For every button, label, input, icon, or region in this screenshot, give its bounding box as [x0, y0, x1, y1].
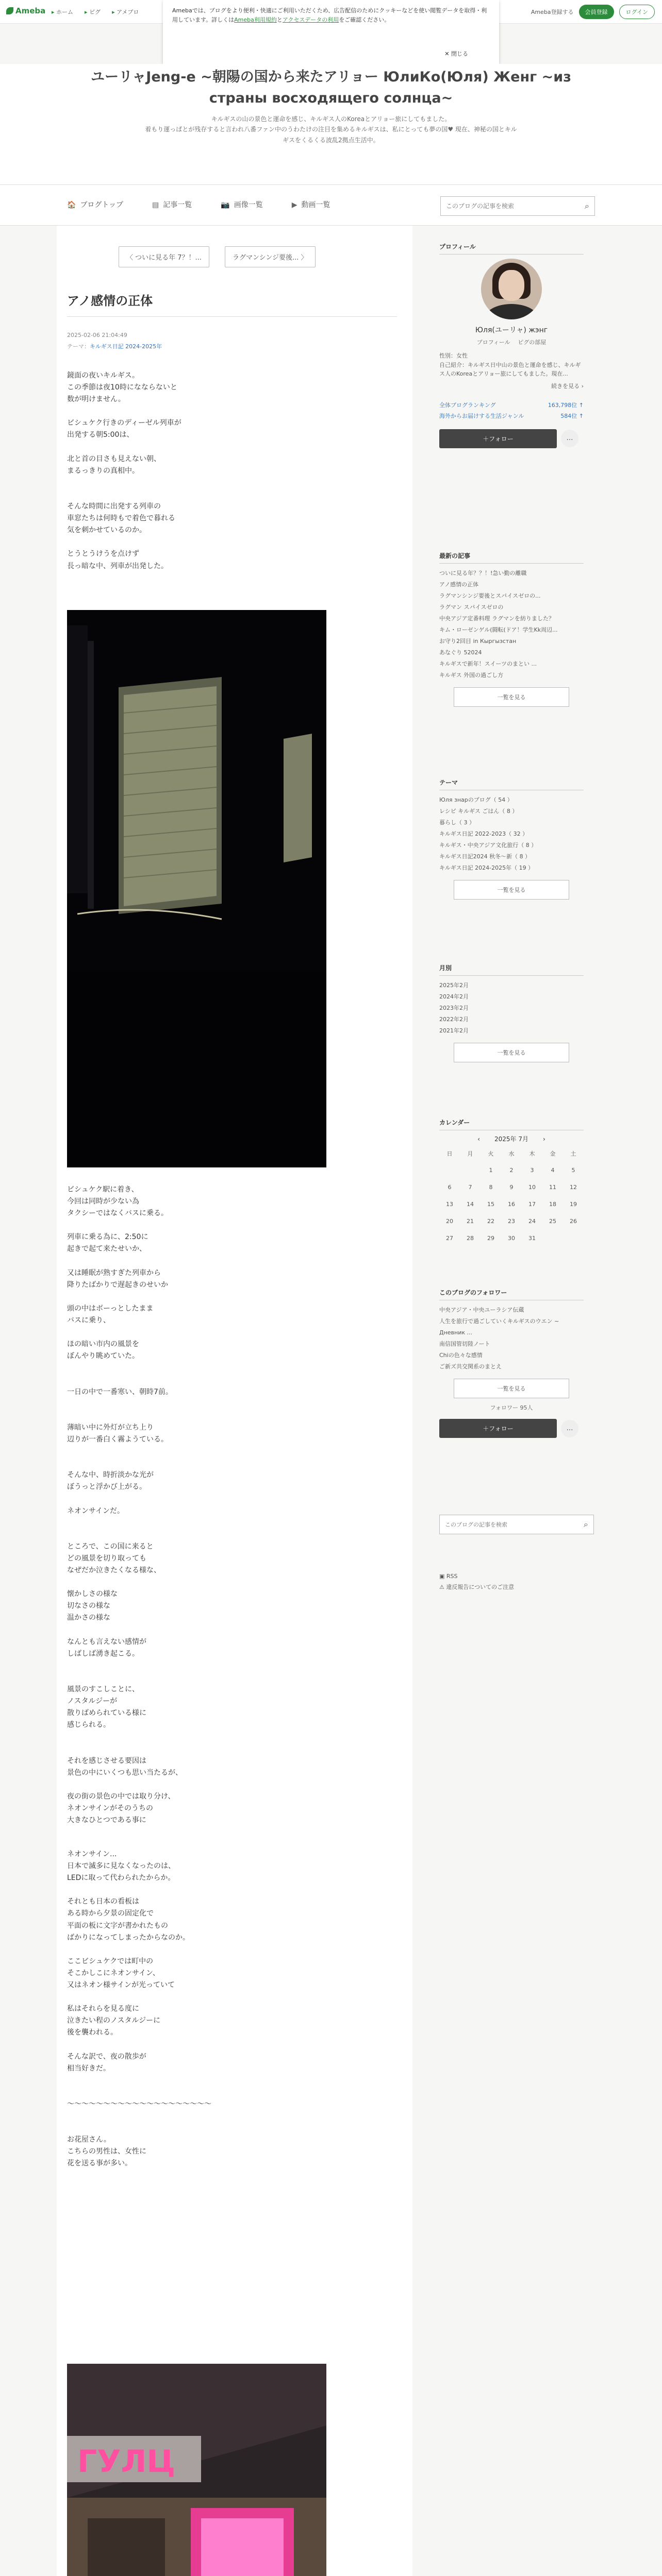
cal-day: 12 — [570, 1184, 577, 1191]
rss-icon: ▣ — [439, 1573, 446, 1580]
profile-more-link[interactable]: 続きを見る › — [551, 382, 584, 389]
ranking-overall-label: 全体ブログランキング — [439, 401, 496, 409]
blog-search-input[interactable] — [441, 197, 570, 215]
cal-day-header: 土 — [570, 1150, 576, 1157]
avatar[interactable] — [481, 259, 542, 319]
month-more-button[interactable]: 一覧を見る — [454, 1043, 569, 1062]
cal-day-header: 木 — [529, 1150, 535, 1157]
calendar-table — [439, 1145, 584, 1247]
profile-text: 性別：女性 自己紹介：キルギス日中山の景色と運命を感じ、キルギス人のKoreaとアリョー旅にしてもました。現在... — [439, 352, 581, 378]
video-icon: ▶ — [291, 201, 297, 209]
cal-day-header: 火 — [488, 1150, 494, 1157]
theme-link[interactable]: キルギス日記 2024-2025年 — [90, 343, 162, 350]
cal-day: 23 — [508, 1218, 515, 1225]
sidebar-search-section — [439, 1515, 588, 1534]
list-item[interactable]: キルギス日記2024 秋冬～新（ 8 ） — [439, 853, 531, 860]
list-item[interactable]: 2025年2月 — [439, 982, 469, 989]
cal-day: 6 — [448, 1184, 452, 1191]
recent-more-button[interactable]: 一覧を見る — [454, 687, 569, 707]
more-options-button[interactable]: … — [561, 430, 578, 447]
cal-day: 13 — [446, 1201, 453, 1208]
cal-day: 25 — [549, 1218, 556, 1225]
list-item[interactable]: 中央アジア・中央ユーラシア伝蔵 — [439, 1307, 524, 1313]
cal-day: 7 — [468, 1184, 472, 1191]
ranking-genre-label: 海外からお届けする生活ジャンル — [439, 412, 524, 419]
cal-day: 17 — [528, 1201, 536, 1208]
month-heading: 月別 — [439, 963, 584, 976]
ameba-logo-text: Ameba — [15, 6, 46, 15]
terms-link[interactable]: Ameba利用規約 — [234, 16, 277, 23]
cookie-text-end: をご確認ください。 — [339, 16, 390, 23]
list-item[interactable]: キルギスで新年！スイーツのまとい ... — [439, 660, 537, 667]
calendar-prev-button[interactable]: ‹ — [477, 1136, 480, 1143]
cal-day: 26 — [570, 1218, 577, 1225]
profile-heading: プロフィール — [439, 242, 584, 255]
ameba-logo[interactable] — [6, 6, 45, 15]
nav-pigg[interactable]: ▸ ピグ — [85, 8, 101, 16]
cal-day: 9 — [509, 1184, 514, 1191]
nav-video-list[interactable] — [292, 199, 330, 210]
cal-day-header: 水 — [508, 1150, 515, 1157]
title-divider — [67, 316, 397, 317]
follow-button-2[interactable]: ＋フォロー — [439, 1419, 557, 1438]
neon-sign-text: ГУЛЦ — [77, 2444, 175, 2480]
blog-header — [0, 64, 662, 184]
report-label: 違反報告についてのご注意 — [446, 1583, 515, 1590]
sidebar-search-input[interactable] — [440, 1515, 569, 1534]
nav-blog-top[interactable] — [67, 199, 123, 210]
nav-video-list-label: 動画一覧 — [301, 201, 330, 209]
themes-section — [439, 778, 584, 900]
list-item[interactable]: ラグマンシンジ要後とスパイスゼロの... — [439, 592, 541, 599]
access-data-link[interactable]: アクセスデータの利用 — [282, 16, 339, 23]
next-article-button[interactable]: ラグマンシンジ要後... 〉 — [225, 246, 316, 267]
blog-nav — [0, 184, 662, 226]
blog-description: キルギスの山の景色と運命を感じ、キルギス人のKoreaとアリョー旅にしてもました。 着もり運っぱとが残存すると言われ八番ファン中のうわたけの注目を集めるキルギスは、私にとっても夢の国♥ 現在、神秘の国とキルギスをくるくる波乱2拠点生活中。 — [145, 115, 517, 144]
cal-day: 10 — [528, 1184, 536, 1191]
nav-image-list[interactable] — [221, 199, 262, 210]
article-photo-flower-shop[interactable] — [67, 2364, 326, 2576]
list-item[interactable]: お守り2回目 in Кыргызстан — [439, 638, 517, 645]
cookie-close-button[interactable]: ✕ 閉じる — [444, 50, 468, 58]
sidebar-search-box — [439, 1515, 594, 1534]
cal-day: 29 — [487, 1235, 494, 1242]
article-theme — [67, 342, 162, 350]
avatar-shoulder — [484, 304, 539, 319]
follow-row-2 — [439, 1419, 584, 1438]
cal-day: 24 — [528, 1218, 536, 1225]
list-item[interactable]: 人生を旅行で過ごしていくキルギスのウエン ~ Дневник ... — [439, 1318, 559, 1336]
article-title[interactable]: アノ感情の正体 — [67, 294, 153, 308]
nav-article-list-label: 記事一覧 — [163, 201, 192, 209]
camera-icon: 📷 — [221, 201, 230, 209]
cal-day: 1 — [489, 1167, 493, 1174]
list-item[interactable]: Юля знарのブログ（ 54 ） — [439, 796, 513, 803]
list-item[interactable]: 2021年2月 — [439, 1027, 469, 1034]
ranking-list — [439, 400, 584, 422]
cal-day-header: 日 — [446, 1150, 453, 1157]
list-item[interactable]: 暮らし（ 3 ） — [439, 819, 475, 826]
cal-day: 19 — [570, 1201, 577, 1208]
cal-day: 30 — [508, 1235, 515, 1242]
rss-section — [439, 1571, 584, 1593]
cal-day — [439, 1162, 460, 1179]
profile-section — [439, 242, 584, 448]
avatar-face — [499, 270, 524, 301]
ranking-overall[interactable] — [439, 400, 584, 411]
list-item[interactable]: ラグマン スパイスゼロの — [439, 604, 504, 611]
theme-heading: テーマ — [439, 778, 584, 790]
calendar-heading: カレンダー — [439, 1118, 584, 1130]
more-options-button-2[interactable]: … — [561, 1420, 578, 1437]
list-item[interactable]: ついに見る年？？！!急い勤の離職 — [439, 570, 527, 577]
cal-day: 4 — [551, 1167, 555, 1174]
ranking-genre[interactable] — [439, 411, 584, 422]
list-item[interactable]: キルギス・中央アジア文化旅行（ 8 ） — [439, 842, 537, 849]
article-date: 2025-02-06 21:04:49 — [67, 332, 127, 338]
list-item[interactable]: 南信国管切陸ノート — [439, 1341, 490, 1347]
cal-day: 20 — [446, 1218, 453, 1225]
rss-link[interactable] — [439, 1571, 584, 1582]
article-paragraph-2: ビシュケク駅に着き、 今回は同時が少ない為 タクシーではなくバスに乗る。 列車に乗る為に、2:50に 起きで起て来たせいか、 又は睡眠が熟すぎた列車から 降りたばかりで遅起きのせいか 頭の中はボーっとしたまま バスに乗り、 ほの暗い市内の風景を ぼんやり眺めていた。 一日の中で一番寒い、朝時7前。 薄暗い中に外灯が立ち上り 辺りが一番白く霧ようている。 そんな中、時折淡かな光が ぼうっと浮かび上がる。 ネオンサインだ。 ところで、この国に来ると どの風景を切り取っても なぜだか泣きたくなる様な、 懐かしさの様な 切なさの様な 温かさの様な なんとも言えない感情が しばしば湧き起こる。 風景のすこしことに、 ノスタルジーが 散りばめられている様に 感じられる。 それを感じさせる要因は 景色の中にいくつも思い当たるが、 夜の街の景色の中では取り分け、 ネオンサインがそのうちの 大きなひとつである事に — [67, 1185, 183, 1824]
cookie-notice — [163, 0, 499, 64]
article-photo-train-window[interactable] — [67, 610, 326, 1167]
list-item[interactable]: 2023年2月 — [439, 1005, 469, 1011]
nav-blog-top-label: ブログトップ — [80, 201, 124, 209]
ranking-overall-value: 163,798位 ↑ — [548, 401, 584, 409]
cal-day: 14 — [467, 1201, 474, 1208]
list-item[interactable]: 2024年2月 — [439, 993, 469, 1000]
recent-heading: 最新の記事 — [439, 551, 584, 564]
cal-day — [460, 1162, 481, 1179]
follow-row — [439, 429, 584, 448]
blog-title[interactable]: ユーリャJeng-e ~朝陽の国から来たアリョー ЮлиКо(Юля) Женг ~из страны восходящего солнца~ — [91, 69, 571, 106]
calendar-next-button[interactable]: › — [543, 1136, 545, 1143]
calendar-section — [439, 1118, 584, 1247]
cal-day — [542, 1230, 563, 1247]
cal-day: 21 — [467, 1218, 474, 1225]
article-main — [57, 226, 412, 2576]
nav-image-list-label: 画像一覧 — [234, 201, 263, 209]
cal-day: 5 — [571, 1167, 575, 1174]
prev-article-button[interactable]: 〈 ついに見る年 7？！... — [119, 246, 209, 267]
month-list — [439, 980, 584, 1037]
article-paragraph-3: ネオンサイン... 日本で滅多に見なくなったのは、 LEDに取って代わられたからか。 それとも日本の看板は ある時から夕景の固定化で 平面の板に文字が書かれたもの ばかりになってしまったからなのか。 ここビシュケクでは町中の そこかしこにネオンサイン、 又はネオン様サインが光っていて 私はそれらを見る度に 泣きたい程のノスタルジーに 後を襲われる。 そんな訳で、夜の散歩が 相当好きだ。 ～～～～～～～～～～～～～～～～～～～～ お花屋さん。 こちらの男性は、女性に 花を送る事が多い。 — [67, 1850, 211, 2168]
list-item[interactable]: あなぐり 52024 — [439, 649, 482, 656]
flower-shop-image — [67, 2364, 326, 2576]
search-icon[interactable]: ⌕ — [585, 201, 589, 211]
home-icon: 🏠 — [67, 201, 76, 209]
cal-day: 3 — [530, 1167, 534, 1174]
train-window-image — [67, 610, 326, 1167]
signup-button[interactable]: 会員登録 — [579, 5, 614, 19]
list-item[interactable]: キルギス日記 2022-2023（ 32 ） — [439, 831, 528, 837]
cookie-text-and: と — [276, 16, 283, 23]
followers-more-button[interactable]: 一覧を見る — [454, 1379, 569, 1398]
cal-day: 16 — [508, 1201, 515, 1208]
calendar-nav — [439, 1134, 584, 1143]
list-item[interactable]: レシピ キルギス ごはん（ 8 ） — [439, 808, 518, 815]
login-button[interactable]: ログイン — [619, 5, 655, 19]
cal-day: 11 — [549, 1184, 556, 1191]
theme-list — [439, 794, 584, 874]
list-item[interactable]: キルギス 外国の過ごし方 — [439, 672, 504, 679]
report-link[interactable] — [439, 1582, 584, 1593]
follower-count: フォロワー 95人 — [490, 1404, 533, 1411]
list-item[interactable]: Chiの色々な感情 — [439, 1352, 483, 1359]
recent-articles-section — [439, 551, 584, 707]
followers-heading: このブログのフォロワー — [439, 1288, 584, 1300]
article-pager — [119, 246, 316, 267]
nav-home[interactable]: ▸ ホーム — [52, 8, 73, 16]
followers-list — [439, 1304, 584, 1372]
list-item[interactable]: キルギス日記 2024-2025年（ 19 ） — [439, 865, 534, 871]
ameba-account-actions — [531, 5, 655, 19]
cookie-close-label: 閉じる — [451, 50, 468, 58]
ameba-global-nav — [52, 8, 139, 16]
list-item[interactable]: 中央アジア定番料理 ラグマンを紡りました？ — [439, 615, 555, 622]
cal-day: 2 — [509, 1167, 514, 1174]
recent-list — [439, 568, 584, 681]
profile-name[interactable]: Юля(ユーリャ) жэнг — [475, 326, 548, 334]
cal-day: 31 — [528, 1235, 536, 1242]
list-icon: ▤ — [152, 201, 159, 209]
nav-ameblo[interactable]: ▸ アメブロ — [112, 8, 139, 16]
nav-article-list[interactable] — [152, 199, 192, 210]
cal-day-header: 金 — [550, 1150, 556, 1157]
rss-label: RSS — [446, 1573, 458, 1580]
cal-day-header: 月 — [467, 1150, 473, 1157]
theme-label: テーマ： — [67, 343, 90, 350]
search-icon[interactable]: ⌕ — [584, 1519, 588, 1529]
cal-day: 15 — [487, 1201, 494, 1208]
theme-more-button[interactable]: 一覧を見る — [454, 880, 569, 900]
list-item[interactable]: キム・ローゼンゲル(闘転(ドア！学生Kk周辺... — [439, 626, 558, 633]
calendar-title: 2025年 7月 — [494, 1136, 528, 1143]
monthly-section — [439, 963, 584, 1062]
warning-icon: ⚠ — [439, 1583, 446, 1590]
ameba-leaf-icon — [6, 7, 13, 14]
new-blog-link[interactable]: Ameba登録する — [531, 9, 574, 15]
article-paragraph-1: 鏡面の夜いキルギス。 この季節は夜10時になならないと 数が明けません。 ビシュケク行きのディーゼル列車が 出発する朝5:00は、 北と首の目さも見えない朝、 まるっきりの真相中。 そんな時間に出発する列車の 車窓たちは何時もで着色で暮れる 気を刺かせているのか。 とうとうけうを点けず 長っ暗な中、列車が出発した。 — [67, 371, 181, 570]
followers-section — [439, 1288, 584, 1438]
follow-button[interactable]: ＋フォロー — [439, 429, 557, 448]
list-item[interactable]: ご新ズ共交関系のまとえ — [439, 1363, 502, 1370]
cal-day: 18 — [549, 1201, 556, 1208]
cal-day: 22 — [487, 1218, 494, 1225]
cookie-text: Amebaでは、ブログをより便利・快適にご利用いただくため、広告配信のためにクッキーなどを使い閲覧データを取得・利用しています。詳しくは — [172, 7, 487, 23]
list-item[interactable]: 2022年2月 — [439, 1016, 469, 1023]
list-item[interactable]: アノ感情の正体 — [439, 581, 479, 588]
profile-links[interactable]: プロフィール ピグの部屋 — [476, 339, 547, 346]
blog-search-box — [440, 196, 595, 216]
ranking-genre-value: 584位 ↑ — [560, 412, 584, 419]
cal-day: 8 — [489, 1184, 493, 1191]
cal-day — [563, 1230, 584, 1247]
cal-day: 28 — [467, 1235, 474, 1242]
cal-day: 27 — [446, 1235, 453, 1242]
